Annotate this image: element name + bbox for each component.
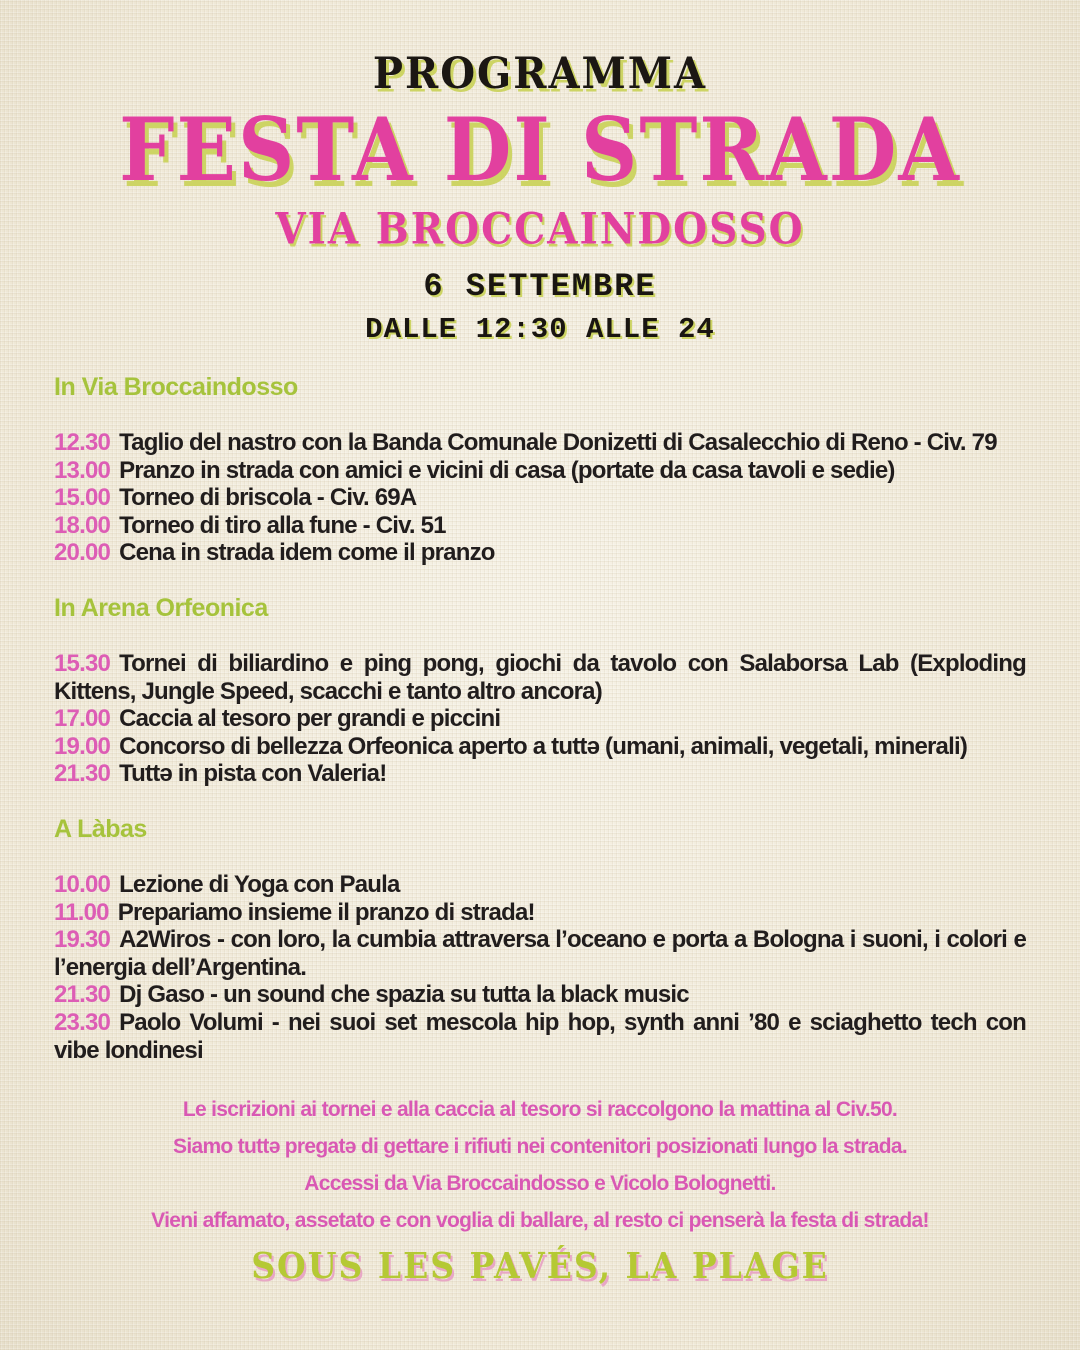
section-labas	[54, 815, 1026, 1064]
event-item	[54, 1009, 1026, 1064]
event-description: Prepariamo insieme il pranzo di strada!	[117, 898, 535, 926]
event-item	[54, 429, 1026, 457]
event-description: Paolo Volumi - nei suoi set mescola hip hop, synth anni ’80 e sciaghetto tech con vibe londinesi	[54, 1008, 1026, 1064]
event-time: 19.30	[54, 926, 111, 954]
event-date: 6 SETTEMBRE	[423, 268, 657, 305]
event-description: Concorso di bellezza Orfeonica aperto a tuttə (umani, animali, vegetali, minerali)	[119, 732, 968, 760]
event-item	[54, 981, 1026, 1009]
event-item	[54, 457, 1026, 485]
section-heading: In Arena Orfeonica	[54, 593, 268, 622]
event-time: 20.00	[54, 539, 111, 567]
event-time: 17.00	[54, 705, 111, 733]
event-time-range: DALLE 12:30 ALLE 24	[365, 313, 715, 346]
event-time: 12.30	[54, 429, 111, 456]
program-body	[0, 373, 1080, 1064]
event-item	[54, 871, 1026, 899]
event-description: Cena in strada idem come il pranzo	[119, 539, 495, 567]
tagline: SOUS LES PAVÉS, LA PLAGE	[251, 1244, 829, 1288]
event-item	[54, 484, 1026, 512]
event-title: FESTA DI STRADA	[119, 99, 961, 202]
section-via-broccaindosso	[54, 373, 1026, 567]
event-item	[54, 650, 1026, 705]
event-time: 13.00	[54, 456, 111, 484]
section-arena-orfeonica	[54, 594, 1026, 788]
event-description: Dj Gaso - un sound che spazia su tutta la black music	[119, 981, 689, 1009]
event-item	[54, 760, 1026, 788]
event-time: 18.00	[54, 511, 111, 539]
event-description: Lezione di Yoga con Paula	[119, 870, 400, 898]
event-description: Taglio del nastro con la Banda Comunale Donizetti di Casalecchio di Reno - Civ. 79	[119, 429, 997, 456]
event-time: 15.00	[54, 484, 111, 512]
section-heading: A Làbas	[54, 814, 147, 843]
note-line: Siamo tuttə pregatə di gettare i rifiuti nei contenitori posizionati lungo la strada.	[173, 1135, 907, 1159]
note-line: Le iscrizioni ai tornei e alla caccia al tesoro si raccolgono la mattina al Civ.50.	[182, 1098, 898, 1122]
event-description: Torneo di tiro alla fune - Civ. 51	[119, 511, 446, 539]
event-item	[54, 899, 1026, 927]
event-description: Tuttə in pista con Valeria!	[119, 760, 387, 788]
footer-notes	[0, 1098, 1080, 1232]
section-heading: In Via Broccaindosso	[54, 373, 298, 401]
event-item	[54, 539, 1026, 567]
note-line: Accessi da Via Broccaindosso e Vicolo Bolognetti.	[304, 1172, 776, 1196]
event-description: Tornei di biliardino e ping pong, giochi da tavolo con Salaborsa Lab (Exploding Kittens, Jungle Speed, scacchi e tanto altro ancora)	[54, 649, 1026, 705]
event-item	[54, 926, 1026, 981]
event-time: 10.00	[54, 870, 111, 898]
event-time: 19.00	[54, 732, 111, 760]
event-description: Caccia al tesoro per grandi e piccini	[119, 705, 501, 733]
note-line: Vieni affamato, assetato e con voglia di ballare, al resto ci penserà la festa di strada!	[151, 1209, 929, 1233]
event-time: 21.30	[54, 760, 111, 788]
event-time: 11.00	[54, 898, 109, 926]
event-description: Pranzo in strada con amici e vicini di casa (portate da casa tavoli e sedie)	[119, 456, 895, 484]
event-subtitle: VIA BROCCAINDOSSO	[275, 203, 805, 255]
event-item	[54, 705, 1026, 733]
event-description: Torneo di briscola - Civ. 69A	[119, 484, 417, 512]
event-description: A2Wiros - con loro, la cumbia attraversa l’oceano e porta a Bologna i suoni, i colori e l’energia dell’Argentina.	[54, 926, 1026, 981]
event-time: 23.30	[54, 1008, 111, 1036]
poster-header	[0, 0, 1080, 346]
event-item	[54, 733, 1026, 761]
event-item	[54, 512, 1026, 540]
event-time: 15.30	[54, 649, 111, 677]
event-time: 21.30	[54, 981, 111, 1009]
kicker: PROGRAMMA	[372, 48, 708, 99]
